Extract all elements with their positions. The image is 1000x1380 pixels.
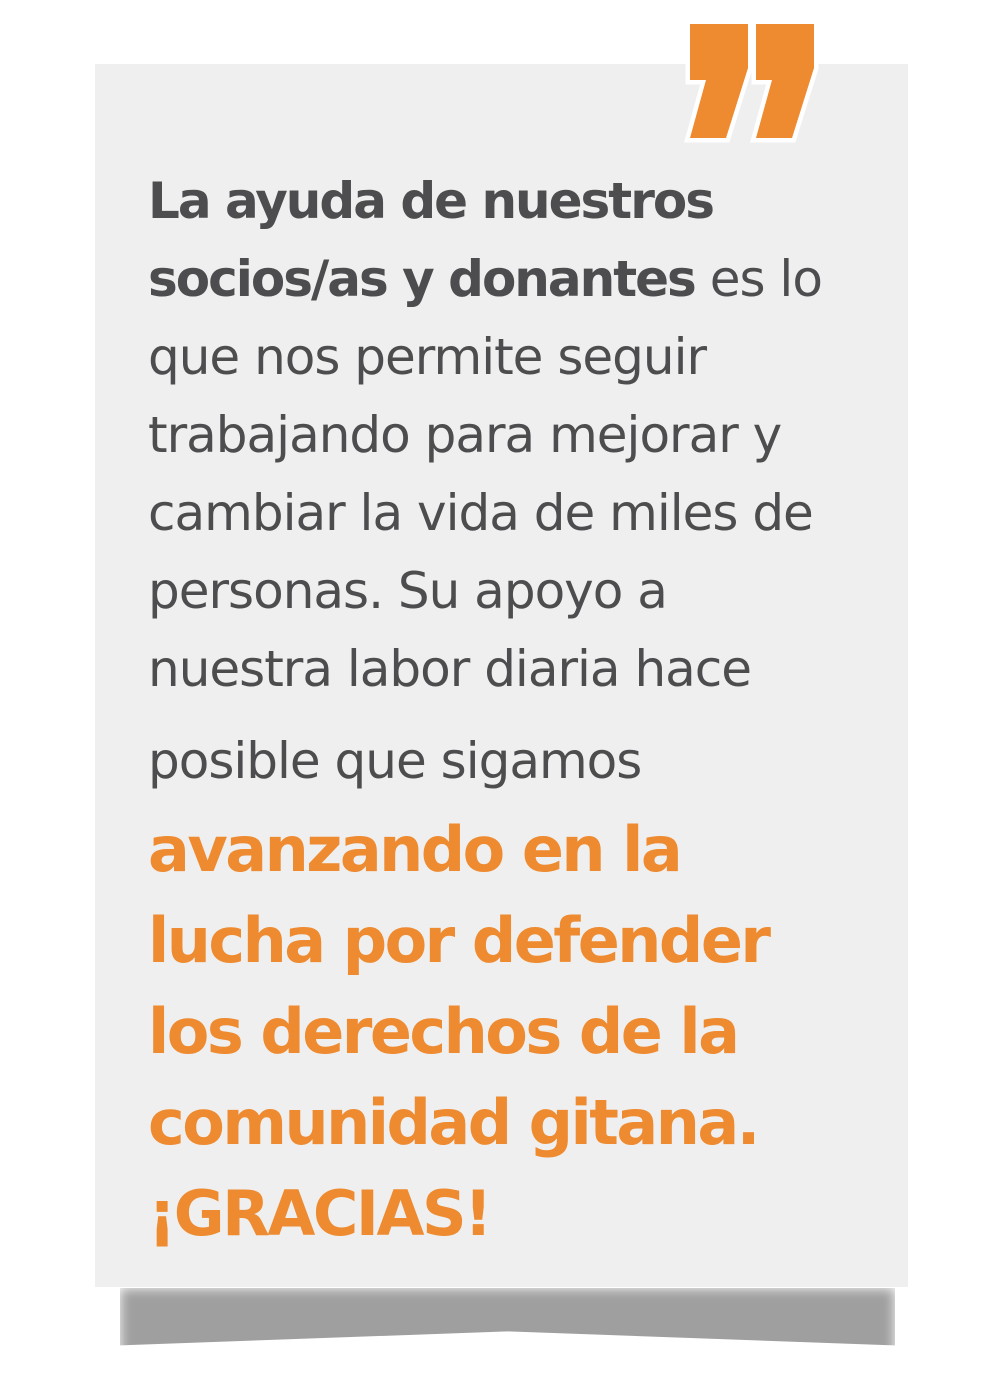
quote-line-8: posible que sigamos bbox=[148, 732, 642, 790]
quote-text bbox=[148, 162, 848, 1259]
quote-line-6: personas. Su apoyo a bbox=[148, 562, 667, 620]
quote-line-7: nuestra labor diaria hace bbox=[148, 640, 752, 698]
card-shadow bbox=[120, 1288, 895, 1358]
quote-line-1 bbox=[148, 162, 848, 240]
closing-quote-icon bbox=[672, 10, 832, 160]
quote-line-2-rest: es lo bbox=[694, 250, 822, 308]
bold-phrase-1: La ayuda de nuestros bbox=[148, 172, 713, 230]
quote-line-5: cambiar la vida de miles de bbox=[148, 484, 813, 542]
thanks-text: ¡GRACIAS! bbox=[148, 1177, 490, 1250]
quote-line-2 bbox=[148, 240, 848, 318]
highlight-line-3: los derechos de la bbox=[148, 995, 738, 1068]
quote-line-3: que nos permite seguir bbox=[148, 328, 707, 386]
highlight-line-2: lucha por defender bbox=[148, 904, 769, 977]
quote-line-4: trabajando para mejorar y bbox=[148, 406, 782, 464]
highlight-line-1: avanzando en la bbox=[148, 813, 681, 886]
highlight-line-4: comunidad gitana. bbox=[148, 1086, 758, 1159]
bold-phrase-2: socios/as y donantes bbox=[148, 250, 695, 308]
highlight-block bbox=[148, 804, 848, 1259]
